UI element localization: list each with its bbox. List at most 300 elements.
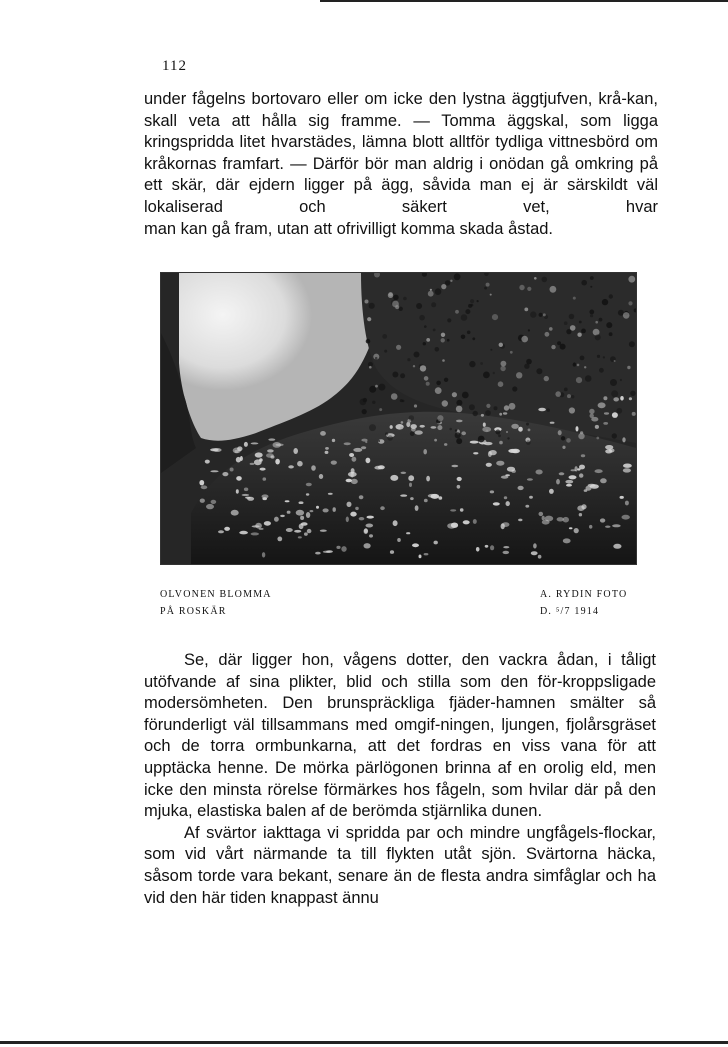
leaf-dot <box>442 400 448 406</box>
leaf-dot <box>442 359 445 362</box>
blossom-dot <box>259 528 264 530</box>
leaf-dot <box>527 287 531 291</box>
leaf-dot <box>369 386 376 393</box>
top-paragraph-last-line: man kan gå fram, utan att ofrivilligt komma skada åstad. <box>144 219 554 238</box>
leaf-dot <box>551 345 555 349</box>
blossom-dot <box>595 425 599 429</box>
blossom-dot <box>525 505 529 508</box>
leaf-dot <box>590 314 593 317</box>
leaf-dot <box>578 433 584 439</box>
leaf-dot <box>378 440 380 442</box>
blossom-dot <box>538 408 546 412</box>
leaf-dot <box>396 345 401 350</box>
leaf-dot <box>595 334 601 340</box>
leaf-dot <box>483 372 490 379</box>
leaf-dot <box>436 381 441 386</box>
blossom-dot <box>274 517 279 522</box>
blossom-dot <box>336 546 340 549</box>
blossom-dot <box>620 496 624 499</box>
blossom-dot <box>264 521 271 526</box>
leaf-dot <box>549 327 553 331</box>
blossom-dot <box>605 449 612 453</box>
blossom-dot <box>419 555 422 559</box>
blossom-dot <box>369 534 373 537</box>
blossom-dot <box>518 486 524 490</box>
blossom-dot <box>218 530 224 533</box>
blossom-dot <box>415 505 419 511</box>
leaf-dot <box>486 283 490 287</box>
leaf-dot <box>573 297 576 300</box>
leaf-dot <box>469 404 475 410</box>
leaf-dot <box>506 431 508 433</box>
leaf-dot <box>570 325 576 331</box>
leaf-dot <box>576 377 582 383</box>
leaf-dot <box>375 357 378 360</box>
leaf-dot <box>577 333 581 337</box>
leaf-dot <box>407 358 410 361</box>
leaf-dot <box>480 362 483 365</box>
leaf-dot <box>611 390 618 397</box>
blossom-dot <box>401 472 407 474</box>
leaf-dot <box>581 329 586 334</box>
blossom-dot <box>236 476 242 481</box>
page-number: 112 <box>162 58 187 74</box>
bottom-paragraph-2: Af svärtor iakttaga vi spridda par och mindre ungfågels-flockar, som vid vårt närmande ta till flykten utåt sjön. Svärtorna häcka, såsom torde vara bekant, senare än de flesta andra simfåglar och ha vid den här tiden knappast ännu <box>144 823 656 907</box>
blossom-dot <box>400 494 407 496</box>
blossom-dot <box>549 489 554 494</box>
blossom-dot <box>576 426 579 431</box>
blossom-dot <box>518 519 522 522</box>
leaf-dot <box>435 387 442 394</box>
blossom-dot <box>205 460 210 464</box>
blossom-dot <box>390 550 394 554</box>
blossom-dot <box>600 478 607 483</box>
leaf-dot <box>366 339 371 344</box>
leaf-dot <box>499 441 503 445</box>
leaf-dot <box>490 349 492 351</box>
leaf-dot <box>445 280 450 285</box>
leaf-dot <box>629 341 635 347</box>
blossom-dot <box>297 461 303 467</box>
leaf-dot <box>516 372 522 378</box>
blossom-dot <box>201 485 208 489</box>
leaf-dot <box>609 332 613 336</box>
leaf-dot <box>372 401 375 404</box>
blossom-dot <box>529 496 533 499</box>
blossom-dot <box>412 543 419 547</box>
blossom-dot <box>456 420 463 423</box>
blossom-dot <box>346 517 349 523</box>
leaf-dot <box>555 391 561 397</box>
leaf-dot <box>485 410 491 416</box>
blossom-dot <box>306 512 310 518</box>
blossom-dot <box>508 449 517 453</box>
blossom-dot <box>367 516 374 519</box>
blossom-dot <box>366 458 371 464</box>
leaf-dot <box>478 436 485 443</box>
leaf-dot <box>579 321 582 324</box>
blossom-dot <box>531 551 538 555</box>
leaf-dot <box>462 392 469 399</box>
leaf-dot <box>569 314 575 320</box>
leaf-dot <box>616 408 622 414</box>
blossom-dot <box>533 543 537 548</box>
blossom-dot <box>293 448 298 454</box>
leaf-dot <box>528 329 530 331</box>
blossom-dot <box>550 422 555 424</box>
leaf-dot <box>526 423 529 426</box>
blossom-dot <box>200 499 205 503</box>
blossom-dot <box>224 527 230 531</box>
blossom-dot <box>579 513 582 516</box>
leaf-dot <box>403 297 407 301</box>
leaf-dot <box>426 382 430 386</box>
blossom-dot <box>501 523 505 529</box>
leaf-dot <box>628 276 635 283</box>
photo-credit-line1: A. RYDIN FOTO <box>540 589 628 600</box>
top-paragraph <box>144 89 658 240</box>
leaf-dot <box>630 391 635 396</box>
blossom-dot <box>311 465 316 471</box>
blossom-dot <box>280 515 285 517</box>
blossom-dot <box>287 511 291 514</box>
blossom-dot <box>505 474 510 476</box>
leaf-dot <box>428 291 434 297</box>
blossom-dot <box>306 483 312 486</box>
blossom-dot <box>486 463 492 467</box>
blossom-dot <box>353 448 362 452</box>
blossom-dot <box>332 439 335 442</box>
blossom-dot <box>604 412 609 414</box>
blossom-dot <box>565 480 573 484</box>
leaf-dot <box>401 421 404 424</box>
leaf-dot <box>365 300 369 304</box>
blossom-dot <box>397 538 401 542</box>
blossom-dot <box>262 497 267 500</box>
leaf-dot <box>392 372 398 378</box>
blossom-dot <box>566 484 572 487</box>
blossom-dot <box>612 412 618 418</box>
blossom-dot <box>359 517 365 520</box>
blossom-dot <box>239 531 248 535</box>
leaf-dot <box>393 295 399 301</box>
leaf-dot <box>426 338 430 342</box>
blossom-dot <box>222 472 228 476</box>
blossom-dot <box>431 494 440 499</box>
leaf-dot <box>447 339 450 342</box>
blossom-dot <box>424 499 428 503</box>
blossom-dot <box>470 441 479 444</box>
blossom-dot <box>294 530 301 533</box>
leaf-dot <box>434 439 437 442</box>
blossom-dot <box>605 526 610 528</box>
blossom-dot <box>276 444 284 447</box>
blossom-dot <box>503 546 509 548</box>
leaf-dot <box>602 299 608 305</box>
blossom-dot <box>304 532 308 535</box>
leaf-dot <box>545 332 550 337</box>
leaf-dot <box>472 337 475 340</box>
leaf-dot <box>512 386 517 391</box>
leaf-dot <box>409 415 415 421</box>
leaf-dot <box>467 331 471 335</box>
blossom-dot <box>350 512 356 517</box>
blossom-dot <box>240 456 243 461</box>
leaf-dot <box>596 437 599 440</box>
blossom-dot <box>213 448 222 452</box>
blossom-dot <box>426 476 430 482</box>
blossom-dot <box>451 465 458 467</box>
leaf-dot <box>507 437 509 439</box>
blossom-dot <box>393 520 398 526</box>
blossom-dot <box>206 504 214 509</box>
blossom-dot <box>620 396 624 401</box>
leaf-dot <box>369 303 375 309</box>
leaf-dot <box>430 289 432 291</box>
blossom-dot <box>598 402 606 408</box>
blossom-dot <box>518 427 523 432</box>
blossom-dot <box>244 442 248 447</box>
leaf-dot <box>528 429 531 432</box>
leaf-dot <box>585 375 592 382</box>
blossom-dot <box>230 468 234 472</box>
blossom-dot <box>275 459 280 465</box>
leaf-dot <box>469 361 475 367</box>
blossom-dot <box>328 493 333 495</box>
bottom-paragraph-1: Se, där ligger hon, vågens dotter, den vackra ådan, i tåligt utöfvande af sina plikter, blid och stilla som den för-kroppsligade modersömheten. Den brunspräckliga fjäder-hamnen smälter så förunderligt väl tillsammans med omgif-ningen, ljungen, fjolårsgräset och de torra ormbunkarna, att det fordras en viss vana för att upptäcka henne. De mörka pärlögonen brinna af en orolig eld, men icke den minsta rörelse förmärkes hos fågeln, som hvilar där på den mjuka, elastiska balen af de berömda stjärnlika dunen. <box>144 651 656 821</box>
leaf-dot <box>400 399 403 402</box>
blossom-dot <box>538 555 542 559</box>
blossom-dot <box>266 453 274 458</box>
leaf-dot <box>614 360 616 362</box>
blossom-dot <box>450 509 456 511</box>
blossom-dot <box>325 447 329 450</box>
leaf-dot <box>584 366 586 368</box>
blossom-dot <box>355 507 359 510</box>
leaf-dot <box>610 379 617 386</box>
blossom-dot <box>625 501 629 506</box>
blossom-dot <box>558 430 562 435</box>
leaf-dot <box>391 393 398 400</box>
blossom-dot <box>536 470 543 475</box>
blossom-dot <box>557 517 564 521</box>
blossom-dot <box>211 500 217 504</box>
blossom-dot <box>231 510 239 516</box>
blossom-dot <box>562 446 565 449</box>
blossom-dot <box>457 485 461 489</box>
leaf-dot <box>620 379 622 381</box>
blossom-dot <box>319 474 323 479</box>
leaf-dot <box>590 414 594 418</box>
blossom-dot <box>496 461 504 466</box>
blossom-dot <box>629 397 632 400</box>
leaf-dot <box>530 311 536 317</box>
leaf-dot <box>388 292 392 296</box>
blossom-dot <box>527 478 533 480</box>
leaf-dot <box>599 368 604 373</box>
leaf-dot <box>454 273 461 280</box>
leaf-dot <box>606 322 612 328</box>
leaf-dot <box>539 313 543 317</box>
leaf-dot <box>473 411 478 416</box>
leaf-dot <box>504 405 509 410</box>
leaf-dot <box>378 384 385 391</box>
leaf-dot <box>603 396 607 400</box>
leaf-dot <box>589 310 594 315</box>
blossom-dot <box>503 551 510 554</box>
leaf-dot <box>362 409 367 414</box>
leaf-dot <box>500 366 505 371</box>
blossom-dot <box>577 505 584 511</box>
leaf-dot <box>477 300 479 302</box>
leaf-dot <box>465 309 470 314</box>
top-edge-rule <box>320 0 728 2</box>
blossom-dot <box>380 506 385 510</box>
blossom-dot <box>569 527 573 529</box>
blossom-dot <box>364 529 369 535</box>
leaf-dot <box>542 277 548 283</box>
leaf-dot <box>632 412 636 416</box>
blossom-dot <box>613 397 619 401</box>
blossom-dot <box>352 457 357 462</box>
leaf-dot <box>557 341 561 345</box>
blossom-dot <box>306 493 309 495</box>
blossom-dot <box>325 451 329 454</box>
blossom-dot <box>247 497 254 501</box>
caption-title-line2: PÅ ROSKÄR <box>160 606 227 617</box>
leaf-dot <box>452 392 457 397</box>
blossom-dot <box>410 497 414 500</box>
leaf-dot <box>413 365 415 367</box>
blossom-dot <box>242 494 250 496</box>
leaf-dot <box>509 403 516 410</box>
leaf-dot <box>569 407 575 413</box>
leaf-dot <box>433 329 436 332</box>
leaf-dot <box>484 287 487 290</box>
blossom-dot <box>262 552 265 557</box>
blossom-dot <box>348 472 357 477</box>
leaf-dot <box>435 288 442 295</box>
leaf-dot <box>363 398 367 402</box>
leaf-dot <box>492 314 498 320</box>
leaf-dot <box>593 329 600 336</box>
blossom-dot <box>612 524 621 527</box>
leaf-dot <box>367 317 371 321</box>
leaf-dot <box>498 434 501 437</box>
blossom-dot <box>259 458 263 462</box>
leaf-dot <box>571 395 574 398</box>
blossom-dot <box>296 510 304 516</box>
blossom-dot <box>420 425 425 428</box>
blossom-dot <box>444 443 447 446</box>
leaf-dot <box>628 301 632 305</box>
leaf-dot <box>590 276 594 280</box>
leaf-dot <box>455 429 457 431</box>
blossom-dot <box>600 518 605 522</box>
leaf-dot <box>526 359 532 365</box>
leaf-dot <box>577 364 580 367</box>
blossom-dot <box>210 470 218 472</box>
blossom-dot <box>323 508 329 512</box>
blossom-dot <box>277 537 282 542</box>
leaf-dot <box>400 427 403 430</box>
leaf-dot <box>392 301 399 308</box>
blossom-dot <box>434 541 438 545</box>
blossom-dot <box>451 523 458 528</box>
blossom-dot <box>320 530 327 532</box>
blossom-dot <box>359 495 364 499</box>
blossom-dot <box>390 475 398 481</box>
blossom-dot <box>512 470 516 473</box>
leaf-dot <box>612 433 617 438</box>
blossom-dot <box>589 525 592 529</box>
blossom-dot <box>251 532 259 535</box>
leaf-dot <box>499 343 503 347</box>
blossom-dot <box>559 472 565 475</box>
blossom-dot <box>347 502 352 507</box>
leaf-dot <box>387 435 393 441</box>
blossom-dot <box>310 510 314 512</box>
leaf-dot <box>369 366 372 369</box>
blossom-dot <box>300 516 304 520</box>
blossom-dot <box>481 414 484 417</box>
leaf-dot <box>441 333 445 337</box>
leaf-dot <box>455 310 459 314</box>
blossom-dot <box>267 449 274 452</box>
blossom-dot <box>476 547 480 552</box>
blossom-dot <box>623 464 632 468</box>
leaf-dot <box>437 425 442 430</box>
blossom-dot <box>579 473 583 477</box>
blossom-dot <box>424 553 429 555</box>
leaf-dot <box>410 431 415 436</box>
leaf-dot <box>400 373 405 378</box>
blossom-dot <box>364 543 371 548</box>
blossom-dot <box>588 484 596 487</box>
blossom-dot <box>539 512 544 516</box>
blossom-dot <box>563 538 571 543</box>
caption-title-line1: OLVONEN BLOMMA <box>160 589 272 600</box>
blossom-dot <box>489 450 497 455</box>
blossom-dot <box>415 430 423 434</box>
leaf-dot <box>441 284 446 289</box>
leaf-dot <box>599 318 603 322</box>
leaf-dot <box>450 280 452 282</box>
blossom-dot <box>574 528 579 533</box>
leaf-dot <box>623 312 630 319</box>
leaf-dot <box>590 286 592 288</box>
photo-credit-line2: D. ⁵/7 1914 <box>540 606 600 617</box>
blossom-dot <box>603 422 608 425</box>
leaf-dot <box>456 400 462 406</box>
leaf-dot <box>550 286 557 293</box>
blossom-dot <box>315 552 321 555</box>
blossom-dot <box>571 469 576 471</box>
blossom-dot <box>473 452 478 454</box>
blossom-dot <box>545 516 554 522</box>
top-paragraph-body: under fågelns bortovaro eller om icke den lystna äggtjufven, krå-kan, skall veta att hålla sig framme. — Tomma äggskal, som ligga kringspridda litet hvarstädes, lämna blott alltför tydliga vittnesbörd om kråkornas framfart. — Därför bör man aldrig i onödan gå omkring på ett skär, där ejdern ligger på ägg, såvida man ej är särskildt väl lokaliserad och säkert vet, hvar <box>144 90 658 216</box>
blossom-dot <box>490 490 494 493</box>
blossom-dot <box>301 522 308 526</box>
blossom-dot <box>431 426 437 429</box>
leaf-dot <box>510 351 513 354</box>
leaf-dot <box>384 350 387 353</box>
leaf-dot <box>603 356 605 358</box>
leaf-dot <box>490 294 492 296</box>
blossom-dot <box>361 446 366 449</box>
leaf-dot <box>385 432 388 435</box>
blossom-dot <box>622 515 630 520</box>
